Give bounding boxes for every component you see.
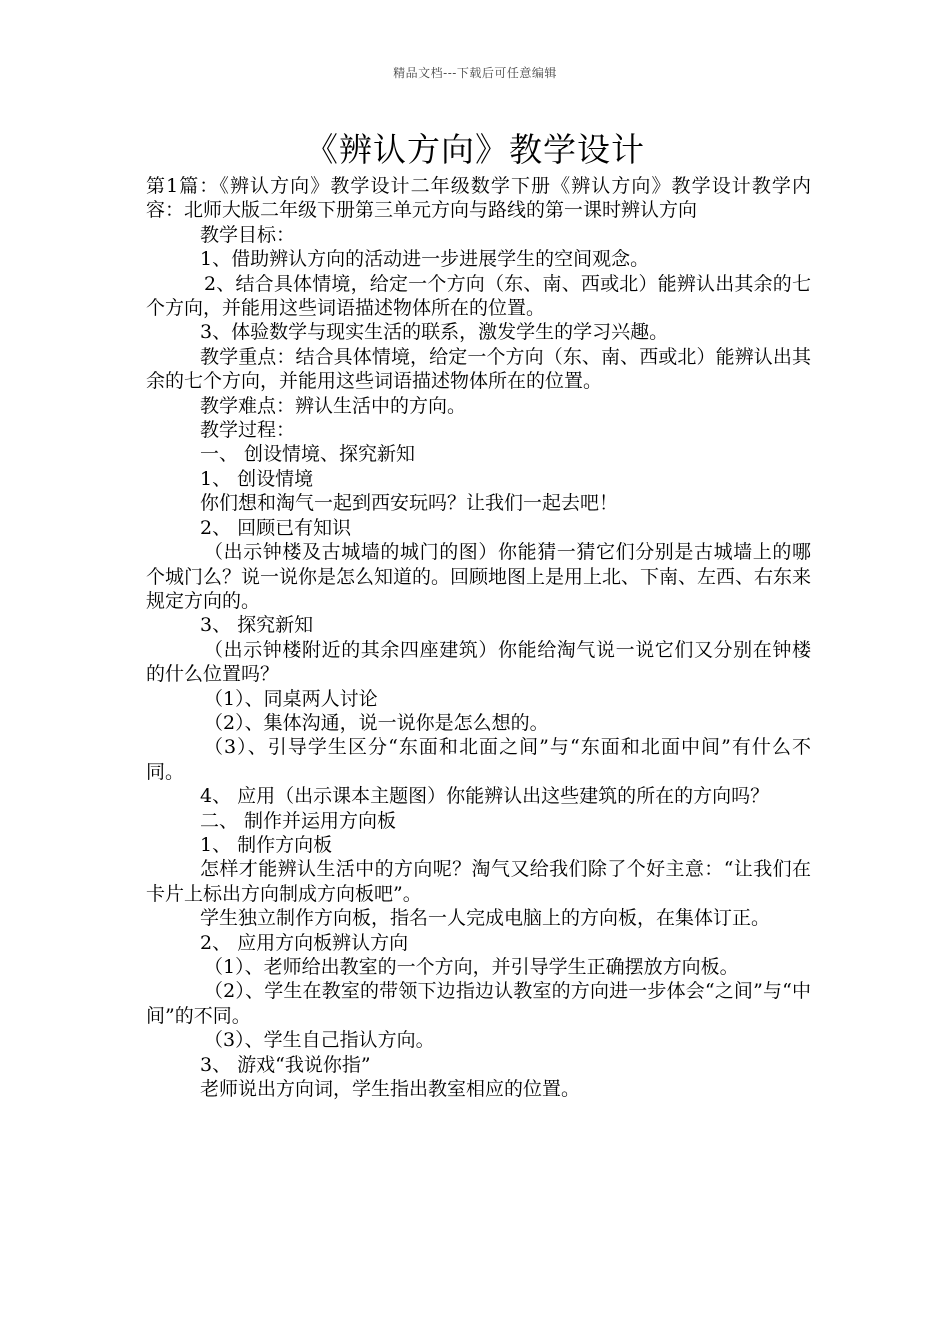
step-heading-1: 一、 创设情境、探究新知 xyxy=(200,443,416,466)
list-item: （2）、集体沟通，说一说你是怎么想的。 xyxy=(204,711,549,734)
section-heading-objectives: 教学目标： xyxy=(200,223,296,246)
list-item: （1）、老师给出教室的一个方向，并引导学生正确摆放方向板。 xyxy=(204,956,739,978)
intro-paragraph: 第1篇：《辨认方向》教学设计二年级数学下册《辨认方向》教学设计教学内容：北师大版二年级下册第三单元方向与路线的第一课时辨认方向 xyxy=(146,175,811,222)
key-point-paragraph: 教学重点：结合具体情境，给定一个方向（东、南、西或北）能辨认出其余的七个方向，并能用这些词语描述物体所在的位置。 xyxy=(146,345,811,393)
body-paragraph: 学生独立制作方向板，指名一人完成电脑上的方向板，在集体订正。 xyxy=(200,907,771,930)
list-item: （1）、同桌两人讨论 xyxy=(204,687,378,710)
list-item: （2）、学生在教室的带领下边指边认教室的方向进一步体会“之间”与“中间”的不同。 xyxy=(146,980,811,1027)
header-note: 精品文档---下载后可任意编辑 xyxy=(393,66,557,80)
document-body xyxy=(146,174,811,1101)
difficulty-paragraph: 教学难点：辨认生活中的方向。 xyxy=(200,394,467,417)
list-item: （3）、学生自己指认方向。 xyxy=(204,1029,435,1052)
body-paragraph: 怎样才能辨认生活中的方向呢？淘气又给我们除了个好主意：“让我们在卡片上标出方向制成方向板吧”。 xyxy=(146,858,811,905)
substep-heading: 2、 回顾已有知识 xyxy=(200,516,352,539)
body-paragraph: 你们想和淘气一起到西安玩吗？让我们一起去吧！ xyxy=(200,492,619,515)
body-paragraph: （出示钟楼附近的其余四座建筑）你能给淘气说一说它们又分别在钟楼的什么位置吗？ xyxy=(146,638,811,686)
section-heading-process: 教学过程： xyxy=(200,419,296,442)
substep-heading: 2、 应用方向板辨认方向 xyxy=(200,931,409,954)
substep-heading: 3、 游戏“我说你指” xyxy=(200,1053,371,1076)
body-paragraph: （出示钟楼及古城墙的城门的图）你能猜一猜它们分别是古城墙上的哪个城门么？说一说你是怎么知道的。回顾地图上是用上北、下南、左西、右东来规定方向的。 xyxy=(146,541,812,612)
objective-item-1: 1、借助辨认方向的活动进一步进展学生的空间观念。 xyxy=(200,248,650,271)
list-item: （3）、引导学生区分“东面和北面之间”与“东面和北面中间”有什么不同。 xyxy=(146,736,811,783)
document-title: 《辨认方向》教学设计 xyxy=(305,130,645,169)
objective-item-2: 2、结合具体情境，给定一个方向（东、南、西或北）能辨认出其余的七个方向，并能用这些词语描述物体所在的位置。 xyxy=(146,272,811,320)
substep-heading: 3、 探究新知 xyxy=(200,614,314,637)
substep-heading: 1、 制作方向板 xyxy=(200,833,333,856)
body-paragraph: 老师说出方向词，学生指出教室相应的位置。 xyxy=(200,1078,581,1101)
step-heading-2: 二、 制作并运用方向板 xyxy=(200,809,397,832)
objective-item-3: 3、体验数学与现实生活的联系，激发学生的学习兴趣。 xyxy=(200,321,669,344)
body-paragraph: 4、 应用（出示课本主题图）你能辨认出这些建筑的所在的方向吗？ xyxy=(200,785,770,808)
substep-heading: 1、 创设情境 xyxy=(200,467,314,490)
